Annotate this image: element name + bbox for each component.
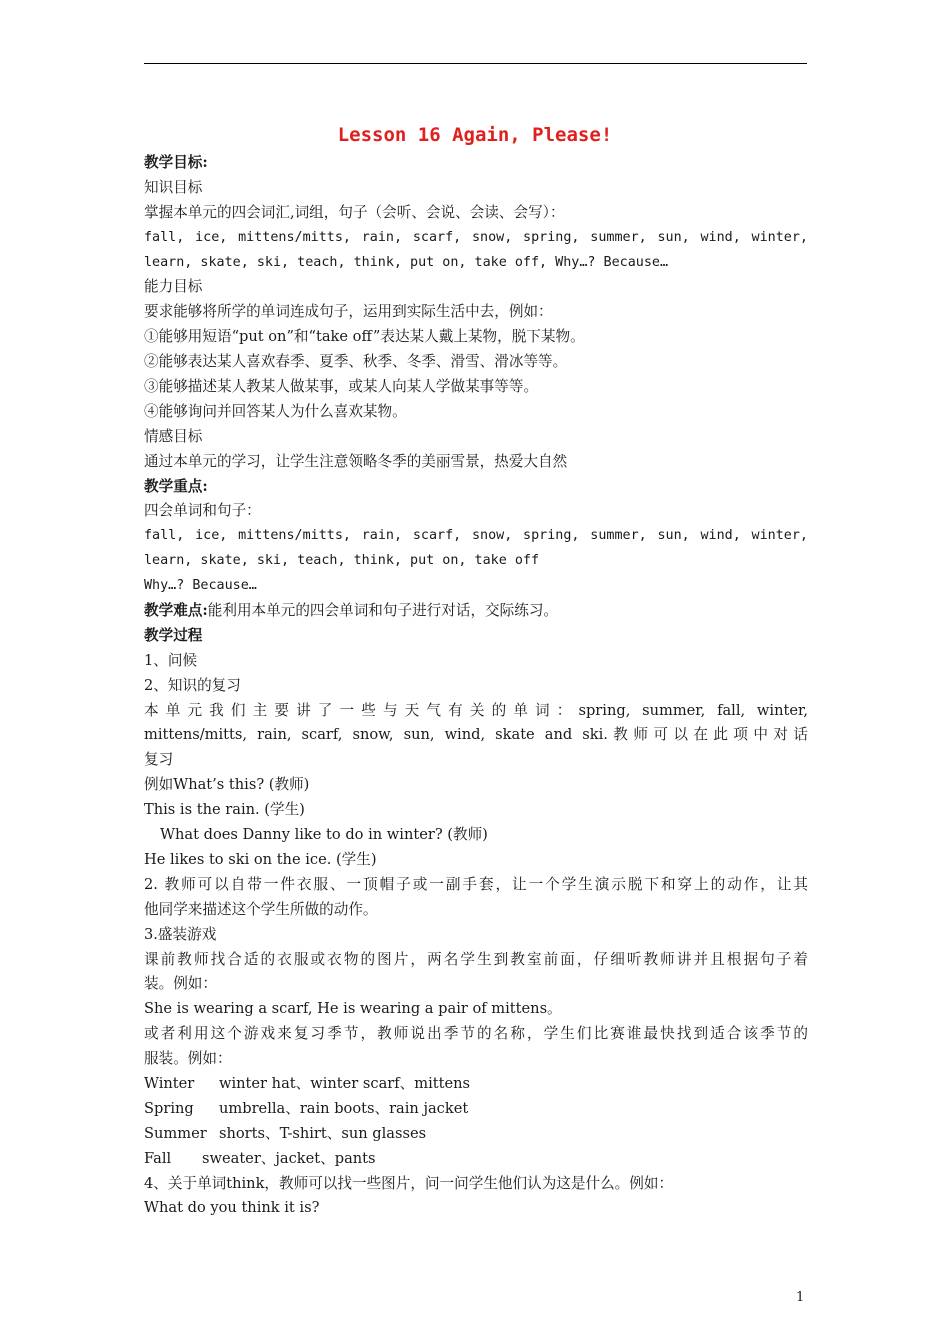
process-heading: 教学过程	[144, 626, 203, 644]
vocab-line: learn, skate, ski, teach, think, put on, take off, Why…? Because…	[144, 254, 669, 270]
season-name: Fall	[144, 1149, 172, 1167]
lesson-title: Lesson 16 Again, Please!	[337, 124, 613, 146]
season-text: 服装。例如：	[144, 1050, 232, 1068]
document-body	[144, 151, 808, 1221]
think-example: What do you think it is?	[144, 1199, 320, 1217]
ability-item: ②能够表达某人喜欢春季、夏季、秋季、冬季、滑雪、滑冰等等。	[144, 353, 568, 371]
key-vocab-line: fall, ice, mittens/mitts, rain, scarf, snow, spring, summer, sun, wind, winter,	[144, 528, 808, 544]
season-name: Winter	[144, 1074, 195, 1092]
season-row	[144, 1147, 808, 1172]
season-text: 或者利用这个游戏来复习季节，教师说出季节的名称，学生们比赛谁最快找到适合该季节的	[144, 1025, 808, 1043]
review-text: 本单元我们主要讲了一些与天气有关的单词：spring, summer, fall, winter,	[144, 701, 808, 719]
page-number: 1	[796, 1290, 805, 1305]
difficulty-heading: 教学难点:	[144, 602, 208, 620]
demo-text: 他同学来描述这个学生所做的动作。	[144, 900, 378, 918]
dialog-line: He likes to ski on the ice. (学生)	[144, 850, 377, 868]
key-vocab-line: learn, skate, ski, teach, think, put on, take off	[144, 553, 540, 569]
season-row	[144, 1122, 808, 1147]
example-intro: 例如What’s this? (教师)	[144, 776, 310, 794]
header-rule	[144, 63, 807, 64]
review-text: mittens/mitts, rain, scarf, snow, sun, wind, skate and ski.教师可以在此项中对话	[144, 726, 808, 744]
season-row	[144, 1072, 808, 1097]
step-dress-game: 3.盛装游戏	[144, 925, 217, 943]
season-items: winter hat、winter scarf、mittens	[219, 1074, 471, 1092]
game-text: 装。例如：	[144, 975, 217, 993]
ability-item: ①能够用短语“put on”和“take off”表达某人戴上某物，脱下某物。	[144, 328, 585, 346]
step-think: 4、关于单词think，教师可以找一些图片，问一问学生他们认为这是什么。例如：	[144, 1174, 674, 1192]
ability-intro: 要求能够将所学的单词连成句子，运用到实际生活中去，例如：	[144, 303, 553, 321]
ability-item: ④能够询问并回答某人为什么喜欢某物。	[144, 402, 407, 420]
ability-item: ③能够描述某人教某人做某事，或某人向某人学做某事等等。	[144, 378, 539, 396]
knowledge-heading: 知识目标	[144, 178, 203, 196]
difficulty-line	[144, 599, 808, 624]
emotion-heading: 情感目标	[144, 427, 203, 445]
season-name: Summer	[144, 1124, 207, 1142]
step-greeting: 1、问候	[144, 651, 198, 669]
season-items: shorts、T-shirt、sun glasses	[219, 1124, 427, 1142]
dialog-line: What does Danny like to do in winter? (教师)	[160, 826, 488, 844]
key-points-heading: 教学重点:	[144, 477, 208, 495]
key-points-sub: 四会单词和句子：	[144, 502, 261, 520]
demo-text: 2. 教师可以自带一件衣服、一顶帽子或一副手套，让一个学生演示脱下和穿上的动作，让其	[144, 875, 808, 893]
step-review: 2、知识的复习	[144, 676, 241, 694]
objectives-heading: 教学目标:	[144, 154, 208, 171]
dialog-line: This is the rain. (学生)	[144, 801, 305, 819]
ability-heading: 能力目标	[144, 278, 203, 296]
difficulty-text: 能利用本单元的四会单词和句子进行对话，交际练习。	[207, 602, 559, 620]
season-items: umbrella、rain boots、rain jacket	[219, 1099, 469, 1117]
review-text: 复习	[144, 751, 174, 769]
season-name: Spring	[144, 1099, 194, 1117]
knowledge-intro: 掌握本单元的四会词汇,词组，句子（会听、会说、会读、会写）：	[144, 203, 565, 221]
key-vocab-line: Why…? Because…	[144, 578, 257, 594]
game-text: 课前教师找合适的衣服或衣物的图片，两名学生到教室前面，仔细听教师讲并且根据句子着	[144, 950, 808, 968]
season-row	[144, 1097, 808, 1122]
game-example: She is wearing a scarf, He is wearing a pair of mittens。	[144, 1000, 562, 1018]
season-items: sweater、jacket、pants	[202, 1149, 376, 1167]
emotion-text: 通过本单元的学习，让学生注意领略冬季的美丽雪景，热爱大自然	[144, 452, 568, 470]
vocab-line: fall, ice, mittens/mitts, rain, scarf, snow, spring, summer, sun, wind, winter,	[144, 229, 808, 245]
